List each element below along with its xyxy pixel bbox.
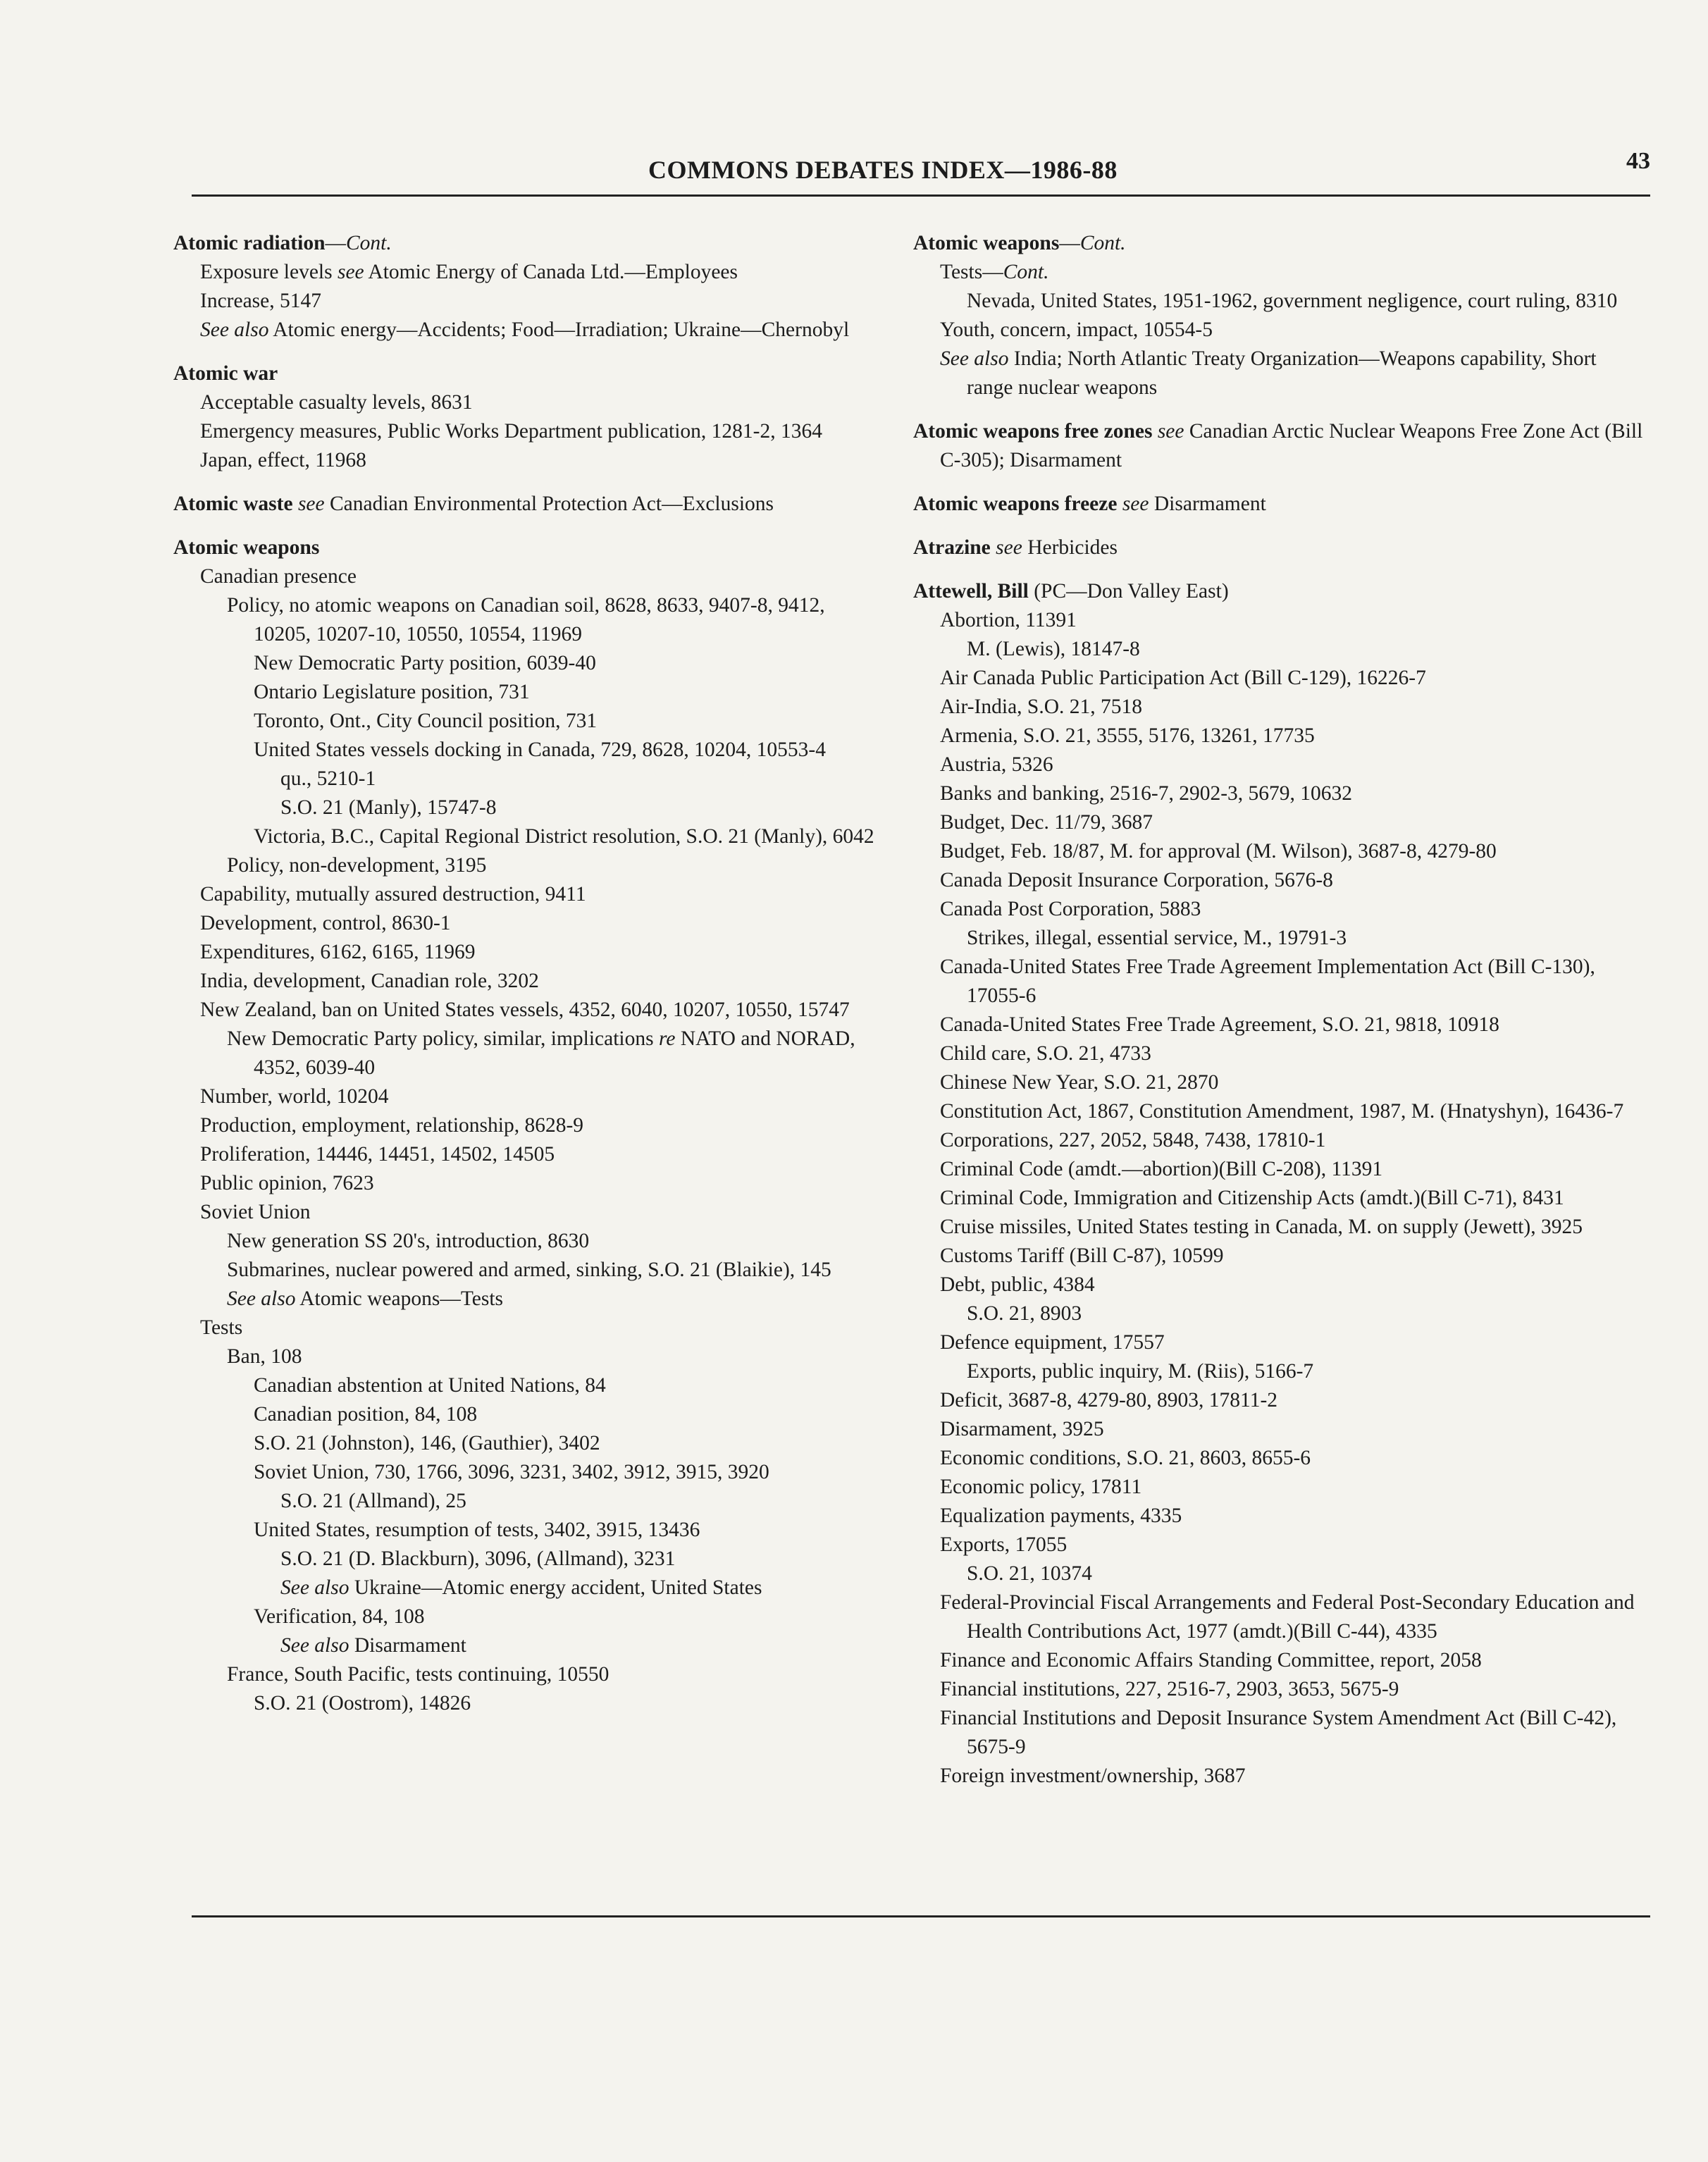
index-entry [913,1386,1646,1415]
italic-term: See also [280,1576,349,1599]
index-entry [913,1646,1646,1675]
index-heading [173,533,878,562]
entry-text: qu., 5210-1 [280,767,376,790]
index-entry [173,1371,878,1400]
heading-term: Atomic weapons [173,536,320,559]
entry-text: Equalization payments, 4335 [940,1505,1182,1527]
index-entry [173,446,878,475]
index-entry [913,1588,1646,1646]
entry-text: Atomic weapons—Tests [295,1287,504,1310]
entry-text: Debt, public, 4384 [940,1273,1095,1296]
entry-text: Canadian position, 84, 108 [254,1403,478,1426]
index-entry [173,707,878,736]
index-entry [913,1097,1646,1126]
entry-text: Economic conditions, S.O. 21, 8603, 8655-6 [940,1447,1311,1469]
entry-text: Financial institutions, 227, 2516-7, 2903, 3653, 5675-9 [940,1678,1399,1700]
entry-text: Canada Post Corporation, 5883 [940,898,1201,920]
italic-term: Cont. [346,232,392,254]
index-entry [173,1400,878,1429]
italic-term: Cont. [1003,261,1049,283]
entry-text: Capability, mutually assured destruction, 9411 [200,883,586,906]
index-entry [173,938,878,967]
entry-text: Atomic Energy of Canada Ltd.—Employees [364,261,738,283]
entry-text: Soviet Union [200,1201,311,1223]
index-entry [913,837,1646,866]
heading-term: Atrazine [913,536,991,559]
entry-text: Defence equipment, 17557 [940,1331,1165,1354]
italic-term: See also [940,347,1009,370]
index-entry [913,1415,1646,1444]
entry-text: Financial Institutions and Deposit Insurance System Amendment Act (Bill C-42), 5675-9 [940,1707,1617,1758]
entry-text: India, development, Canadian role, 3202 [200,970,539,992]
index-entry [913,1704,1646,1762]
index-entry [173,851,878,880]
page-title: COMMONS DEBATES INDEX—1986-88 [648,156,1118,184]
index-entry [913,750,1646,779]
heading-term: Atomic weapons [913,232,1060,254]
entry-text: Strikes, illegal, essential service, M., 19791-3 [967,927,1347,949]
heading-term: Atomic waste [173,493,293,515]
italic-term: Cont. [1079,232,1126,254]
entry-text: Canada Deposit Insurance Corporation, 5676-8 [940,869,1333,891]
header-rule [192,194,1650,197]
index-entry [173,1169,878,1198]
entry-text: S.O. 21, 10374 [967,1562,1092,1585]
index-entry [913,1299,1646,1328]
index-entry [173,736,878,765]
index-entry [913,606,1646,635]
entry-text: Canadian presence [200,565,357,588]
index-entry [173,1545,878,1574]
index-entry [913,635,1646,664]
entry-text: S.O. 21, 8903 [967,1302,1082,1325]
index-entry [913,1502,1646,1531]
index-entry [173,967,878,996]
entry-text: France, South Pacific, tests continuing, 10550 [227,1663,609,1686]
index-entry [173,880,878,909]
entry-text: New Democratic Party position, 6039-40 [254,652,596,674]
entry-text: Disarmament, 3925 [940,1418,1104,1440]
entry-text: Canada-United States Free Trade Agreement Implementation Act (Bill C-130), 17055-6 [940,956,1595,1007]
index-entry [913,1473,1646,1502]
index-entry [913,1213,1646,1242]
index-heading [913,533,1646,562]
index-entry [173,793,878,822]
entry-text: Canadian Arctic Nuclear Weapons Free Zone Act (Bill C-305); Disarmament [940,420,1643,471]
entry-text: Criminal Code (amdt.—abortion)(Bill C-208), 11391 [940,1158,1383,1180]
index-entry [913,924,1646,953]
entry-text: Air Canada Public Participation Act (Bill C-129), 16226-7 [940,667,1426,689]
index-entry [173,1227,878,1256]
index-entry [173,316,878,345]
index-entry [173,822,878,851]
italic-term: See also [280,1634,349,1657]
index-entry [173,591,878,649]
entry-text: Child care, S.O. 21, 4733 [940,1042,1151,1065]
italic-term: see [297,493,325,515]
entry-text: Exports, 17055 [940,1533,1068,1556]
entry-text: Disarmament [1149,493,1266,515]
entry-text: Canadian Environmental Protection Act—Exclusions [324,493,774,515]
index-entry [173,649,878,678]
index-entry [173,1660,878,1689]
entry-text: Policy, non-development, 3195 [227,854,487,877]
entry-text: Atomic energy—Accidents; Food—Irradiation; Ukraine—Chernobyl [268,319,850,341]
entry-text [293,493,298,515]
index-entry [913,866,1646,895]
index-entry [913,722,1646,750]
entry-text: Number, world, 10204 [200,1085,389,1108]
entry-text: United States, resumption of tests, 3402, 3915, 13436 [254,1519,700,1541]
index-entry [173,1082,878,1111]
entry-text: Disarmament [349,1634,466,1657]
entry-text: Austria, 5326 [940,753,1053,776]
index-entry [173,417,878,446]
entry-text: Cruise missiles, United States testing in Canada, M. on supply (Jewett), 3925 [940,1216,1583,1238]
italic-term: see [1122,493,1149,515]
entry-text: Policy, no atomic weapons on Canadian soil, 8628, 8633, 9407-8, 9412, 10205, 10207-10, 10550, 10554, 11969 [227,594,825,645]
index-entry [173,258,878,287]
italic-term: see [1157,420,1184,443]
index-column-right [913,229,1646,1791]
index-entry [173,562,878,591]
index-entry [913,1242,1646,1271]
heading-term: Atomic radiation [173,232,326,254]
entry-text: Deficit, 3687-8, 4279-80, 8903, 17811-2 [940,1389,1278,1412]
entry-text: Tests— [940,261,1003,283]
index-entry [913,1328,1646,1357]
index-entry [173,388,878,417]
index-entry [913,258,1646,287]
index-entry [173,1487,878,1516]
entry-text: India; North Atlantic Treaty Organization—Weapons capability, Short range nuclear weapons [967,347,1597,399]
index-entry [173,765,878,793]
italic-term: See also [227,1287,296,1310]
entry-text: NATO and NORAD, 4352, 6039-40 [254,1027,855,1079]
index-entry [173,1198,878,1227]
entry-text: Verification, 84, 108 [254,1605,425,1628]
entry-text [1152,420,1157,443]
entry-text: Foreign investment/ownership, 3687 [940,1765,1246,1787]
index-entry [173,1025,878,1082]
entry-text: Herbicides [1022,536,1118,559]
index-entry [913,1126,1646,1155]
index-entry [173,287,878,316]
heading-term: Atomic weapons free zones [913,420,1153,443]
entry-text: Exports, public inquiry, M. (Riis), 5166-7 [967,1360,1314,1383]
entry-text: Canada-United States Free Trade Agreement, S.O. 21, 9818, 10918 [940,1013,1499,1036]
entry-text: S.O. 21 (Johnston), 146, (Gauthier), 3402 [254,1432,600,1454]
index-entry [913,895,1646,924]
index-entry [913,1531,1646,1559]
index-entry [913,1444,1646,1473]
entry-text: — [325,232,346,254]
index-entry [913,1155,1646,1184]
index-entry [173,1458,878,1487]
index-entry [173,1516,878,1545]
index-entry [913,1011,1646,1039]
index-entry [913,1039,1646,1068]
index-heading [913,490,1646,519]
entry-text: M. (Lewis), 18147-8 [967,638,1140,660]
index-entry [913,664,1646,693]
italic-term: See also [200,319,269,341]
entry-text: Banks and banking, 2516-7, 2902-3, 5679, 10632 [940,782,1353,805]
entry-text: Public opinion, 7623 [200,1172,374,1194]
entry-text [1117,493,1122,515]
index-heading [173,490,878,519]
entry-text: Proliferation, 14446, 14451, 14502, 14505 [200,1143,555,1166]
index-entry [913,1675,1646,1704]
entry-text: Ukraine—Atomic energy accident, United States [349,1576,762,1599]
index-heading [173,229,878,258]
entry-text: (PC—Don Valley East) [1028,580,1229,603]
entry-text: Soviet Union, 730, 1766, 3096, 3231, 3402, 3912, 3915, 3920 [254,1461,769,1483]
index-entry [173,1602,878,1631]
entry-text: Finance and Economic Affairs Standing Committee, report, 2058 [940,1649,1482,1672]
index-column-left [173,229,878,1718]
index-entry [913,1357,1646,1386]
entry-text: Abortion, 11391 [940,609,1077,631]
index-entry [913,953,1646,1011]
entry-text: Corporations, 227, 2052, 5848, 7438, 17810-1 [940,1129,1326,1151]
index-entry [913,1068,1646,1097]
index-entry [173,1574,878,1602]
entry-text: S.O. 21 (D. Blackburn), 3096, (Allmand), 3231 [280,1548,676,1570]
entry-text: Youth, concern, impact, 10554-5 [940,319,1213,341]
index-entry [173,1429,878,1458]
index-entry [173,996,878,1025]
entry-text: Production, employment, relationship, 8628-9 [200,1114,584,1137]
entry-text: S.O. 21 (Manly), 15747-8 [280,796,497,819]
entry-text: Economic policy, 17811 [940,1476,1142,1498]
entry-text: Ontario Legislature position, 731 [254,681,530,703]
index-heading [913,577,1646,606]
index-entry [913,1559,1646,1588]
index-entry [173,1631,878,1660]
entry-text: Submarines, nuclear powered and armed, sinking, S.O. 21 (Blaikie), 145 [227,1259,831,1281]
entry-text: Budget, Feb. 18/87, M. for approval (M. Wilson), 3687-8, 4279-80 [940,840,1497,863]
entry-text: — [1059,232,1080,254]
index-heading [173,359,878,388]
index-entry [913,1271,1646,1299]
entry-text: Budget, Dec. 11/79, 3687 [940,811,1153,834]
entry-text: S.O. 21 (Allmand), 25 [280,1490,466,1512]
index-entry [173,678,878,707]
entry-text: Victoria, B.C., Capital Regional District resolution, S.O. 21 (Manly), 6042 [254,825,874,848]
index-entry [173,1111,878,1140]
heading-term: Atomic weapons freeze [913,493,1118,515]
heading-term: Atomic war [173,362,278,385]
index-entry [913,1184,1646,1213]
entry-text: Customs Tariff (Bill C-87), 10599 [940,1244,1224,1267]
index-entry [173,1314,878,1342]
index-entry [913,693,1646,722]
index-entry [173,909,878,938]
entry-text: Armenia, S.O. 21, 3555, 5176, 13261, 17735 [940,724,1315,747]
entry-text: Development, control, 8630-1 [200,912,451,934]
index-entry [913,287,1646,316]
entry-text: Emergency measures, Public Works Department publication, 1281-2, 1364 [200,420,822,443]
index-heading [913,417,1646,475]
entry-text: Tests [200,1316,243,1339]
entry-text: New Democratic Party policy, similar, implications [227,1027,659,1050]
entry-text: Air-India, S.O. 21, 7518 [940,696,1143,718]
index-entry [173,1342,878,1371]
entry-text: New generation SS 20's, introduction, 8630 [227,1230,590,1252]
entry-text: Acceptable casualty levels, 8631 [200,391,473,414]
index-entry [913,316,1646,345]
entry-text: Exposure levels [200,261,338,283]
index-entry [913,345,1646,402]
entry-text: Constitution Act, 1867, Constitution Amendment, 1987, M. (Hnatyshyn), 16436-7 [940,1100,1624,1123]
entry-text: Japan, effect, 11968 [200,449,366,471]
page-header [190,148,1650,194]
index-entry [913,1762,1646,1791]
entry-text: Canadian abstention at United Nations, 84 [254,1374,606,1397]
index-entry [173,1689,878,1718]
italic-term: see [996,536,1022,559]
italic-term: re [658,1027,676,1050]
entry-text: United States vessels docking in Canada, 729, 8628, 10204, 10553-4 [254,739,826,761]
page-number: 43 [1626,148,1650,174]
entry-text: Chinese New Year, S.O. 21, 2870 [940,1071,1219,1094]
index-entry [173,1256,878,1285]
heading-term: Attewell, Bill [913,580,1029,603]
entry-text: Ban, 108 [227,1345,302,1368]
entry-text: Criminal Code, Immigration and Citizenship Acts (amdt.)(Bill C-71), 8431 [940,1187,1564,1209]
index-entry [173,1140,878,1169]
entry-text: Federal-Provincial Fiscal Arrangements and Federal Post-Secondary Education and Health Contributions Act, 1977 (amdt.)(Bill C-44), 4335 [940,1591,1635,1643]
entry-text: Toronto, Ont., City Council position, 731 [254,710,598,732]
italic-term: see [337,261,364,283]
footer-rule [192,1915,1650,1917]
entry-text: Nevada, United States, 1951-1962, government negligence, court ruling, 8310 [967,290,1618,312]
entry-text: Expenditures, 6162, 6165, 11969 [200,941,476,963]
entry-text: S.O. 21 (Oostrom), 14826 [254,1692,471,1715]
entry-text: New Zealand, ban on United States vessels, 4352, 6040, 10207, 10550, 15747 [200,999,850,1021]
entry-text: Increase, 5147 [200,290,322,312]
index-heading [913,229,1646,258]
index-entry [913,779,1646,808]
index-entry [913,808,1646,837]
index-entry [173,1285,878,1314]
